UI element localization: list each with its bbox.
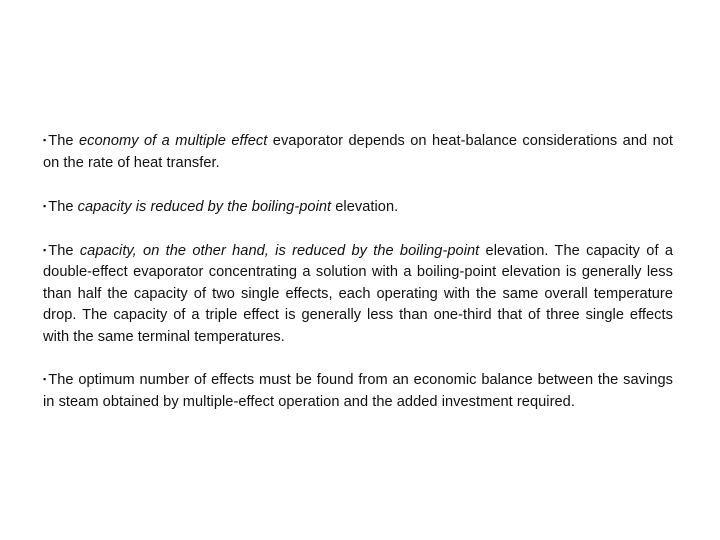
paragraph-italic-text: capacity is reduced by the boiling-point [77,199,332,215]
paragraph-text: elevation. The capacity of a double-effect evaporator concentrating a solution with a boiling-point elevation is generally less than half the capacity of two single effects, each operating with the same overall temperature drop. The capacity of a triple effect is generally less than one-third that of three single effects with the same terminal temperatures. [43,242,674,345]
bullet-paragraph-economy [43,130,673,174]
paragraph-text: The optimum number of effects must be found from an economic balance between the savings in steam obtained by multiple-effect operation and the added investment required. [43,372,673,410]
bullet-paragraph-optimum [43,369,673,413]
paragraph-text: The [48,242,80,259]
bullet-paragraph-capacity-detail [43,240,673,349]
paragraph-text: elevation. [331,199,399,215]
paragraph-italic-text: economy of a multiple effect [78,133,268,149]
square-bullet-icon: ▪ [43,244,47,255]
slide-body [43,130,673,435]
bullet-paragraph-capacity-short [43,196,673,219]
square-bullet-icon: ▪ [43,374,47,384]
square-bullet-icon: ▪ [43,201,47,211]
square-bullet-icon: ▪ [43,135,47,145]
paragraph-italic-text: capacity, on the other hand, is reduced by the boiling-point [79,242,480,259]
paragraph-text: The [48,133,79,149]
paragraph-text: The [48,199,78,215]
paragraph-text: evaporator depends on heat-balance considerations and not on the rate of heat transfer. [43,133,674,171]
